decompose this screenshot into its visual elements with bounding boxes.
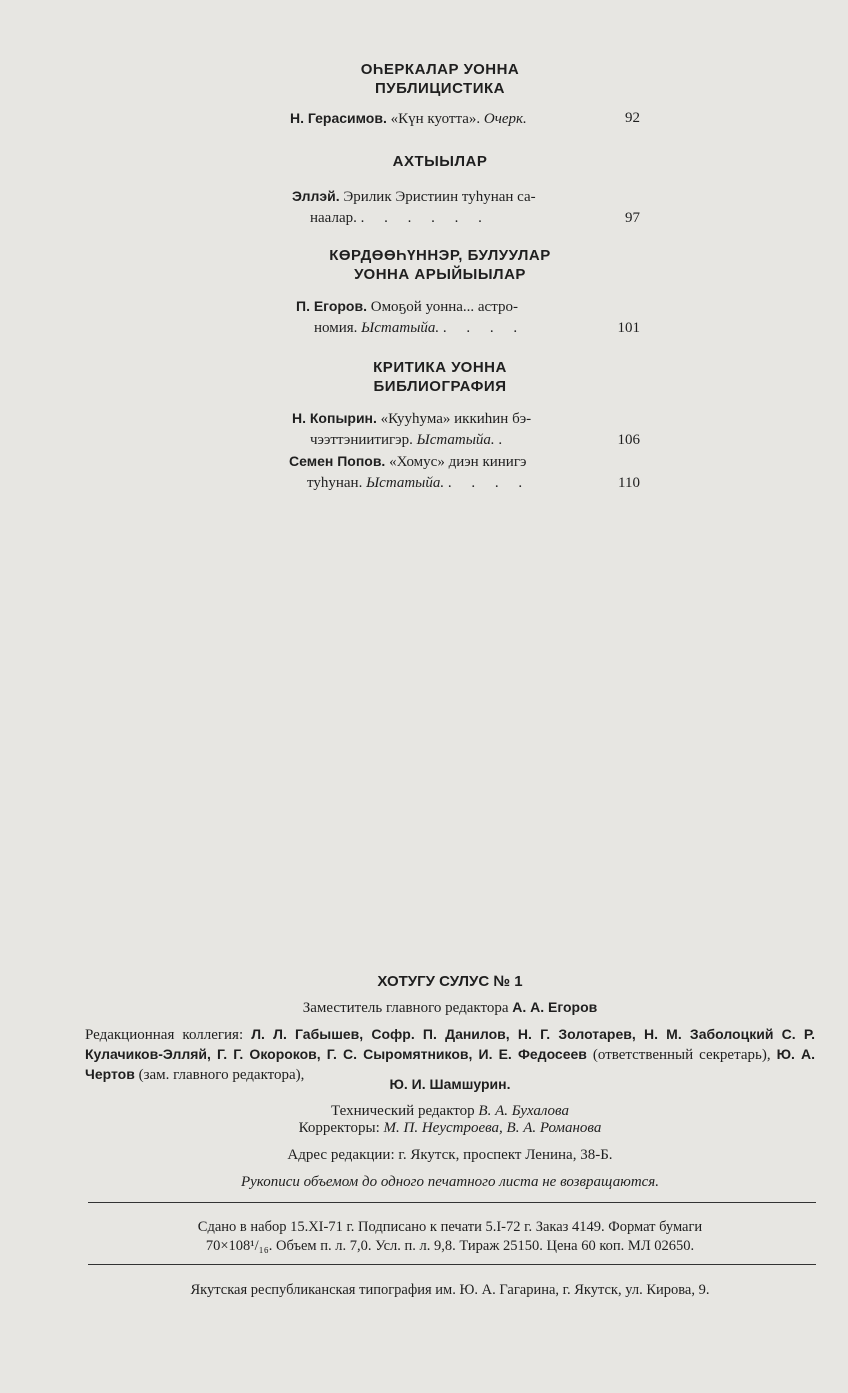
board-deputy-note: (зам. главного редактора),	[138, 1067, 305, 1083]
print-line: 70×108¹/₁₆. Объем п. л. 7,0. Усл. п. л. 9,8. Тираж 25150. Цена 60 коп. МЛ 02650.	[205, 1238, 695, 1254]
correctors-names: М. П. Неустроева, В. А. Романова	[383, 1120, 602, 1136]
entry-page: 97	[625, 210, 640, 226]
toc-entry	[289, 451, 640, 494]
divider	[88, 1264, 816, 1265]
section-title-line: БИБЛИОГРАФИЯ	[373, 378, 507, 395]
tech-label: Технический редактор	[331, 1103, 475, 1119]
entry-text: «Хомус» диэн кинигэ	[389, 454, 527, 470]
entry-page: 110	[618, 475, 640, 491]
deputy-name: А. А. Егоров	[512, 999, 598, 1015]
leader-dots: . . . .	[447, 475, 531, 491]
entry-genre: Ыстатыйа.	[416, 432, 495, 448]
entry-page: 106	[617, 432, 640, 448]
section-title-line: КРИТИКА УОННА	[373, 359, 507, 376]
tech-name: В. А. Бухалова	[478, 1103, 569, 1119]
board-label: Редакционная коллегия:	[85, 1027, 244, 1043]
divider	[88, 1202, 816, 1203]
entry-author: Н. Копырин.	[292, 410, 377, 426]
toc-entry	[290, 108, 640, 130]
board-member: Ю. А. Чертов	[85, 1046, 816, 1082]
entry-text: «Кууһума» иккиһин бэ-	[380, 411, 532, 427]
entry-text: «Күн куотта».	[390, 111, 481, 127]
entry-text: наалар.	[310, 210, 357, 226]
entry-text: туһунан.	[307, 475, 363, 491]
entry-text: чээттэниитигэр.	[310, 432, 413, 448]
section-title-line: ПУБЛИЦИСТИКА	[375, 80, 505, 97]
print-line: Сдано в набор 15.XI-71 г. Подписано к печати 5.I-72 г. Заказ 4149. Формат бумаги	[197, 1219, 703, 1235]
leader-dots: . . . . . .	[360, 210, 490, 226]
board-last-member: Ю. И. Шамшурин.	[389, 1076, 511, 1092]
section-title-poems	[0, 152, 848, 171]
correctors-label: Корректоры:	[298, 1120, 380, 1136]
editorial-address: Адрес редакции: г. Якутск, проспект Ленина, 38-Б.	[287, 1147, 613, 1163]
entry-text: Эрилик Эристиин туһунан са-	[343, 189, 536, 205]
printer-line: Якутская республиканская типография им. Ю. А. Гагарина, г. Якутск, ул. Кирова, 9.	[190, 1282, 710, 1298]
manuscripts-notice	[85, 1173, 815, 1192]
entry-author: Эллэй.	[292, 188, 340, 204]
board-members: Л. Л. Габышев, Софр. П. Данилов, Н. Г. Золотарев, Н. М. Заболоцкий С. Р. Кулачиков-Элляй, Г. Г. Окороков, Г. С. Сыромятников, И. Е. Федосеев	[85, 1026, 815, 1062]
entry-author: Н. Герасимов.	[290, 110, 387, 126]
toc-entry	[296, 296, 640, 339]
entry-page: 101	[617, 320, 640, 336]
entry-author: П. Егоров.	[296, 298, 367, 314]
leader-dots: .	[498, 432, 511, 448]
print-details	[85, 1218, 815, 1256]
toc-entry	[292, 186, 640, 229]
entry-author: Семен Попов.	[289, 453, 386, 469]
deputy-editor-line	[85, 998, 815, 1018]
entry-page: 92	[625, 110, 640, 126]
section-title-line: КӨРДӨӨҺҮННЭР, БУЛУУЛАР	[329, 247, 551, 264]
section-title-essays	[0, 60, 848, 98]
correctors-line	[85, 1119, 815, 1138]
section-title-line: АХТЫЫЛАР	[392, 153, 488, 170]
entry-genre: Ыстатыйа.	[361, 320, 440, 336]
section-title-line: УОННА АРЫЙЫЫЛАР	[354, 266, 526, 283]
entry-text: номия.	[314, 320, 358, 336]
imprint-title: ХОТУГУ СУЛУС № 1	[377, 973, 523, 990]
deputy-label: Заместитель главного редактора	[302, 1000, 509, 1016]
notice-text: Рукописи объемом до одного печатного листа не возвращаются.	[240, 1174, 660, 1190]
entry-genre: Очерк.	[483, 111, 527, 127]
leader-dots: . . . .	[442, 320, 526, 336]
section-title-line: ОҺЕРКАЛАР УОННА	[360, 61, 520, 78]
toc-entry	[292, 408, 640, 451]
entry-text: Омоҕой уонна... астро-	[370, 299, 518, 315]
board-secretary-note: (ответственный секретарь),	[592, 1047, 771, 1063]
section-title-criticism	[0, 358, 848, 396]
section-title-research	[0, 246, 848, 284]
entry-genre: Ыстатыйа.	[366, 475, 445, 491]
